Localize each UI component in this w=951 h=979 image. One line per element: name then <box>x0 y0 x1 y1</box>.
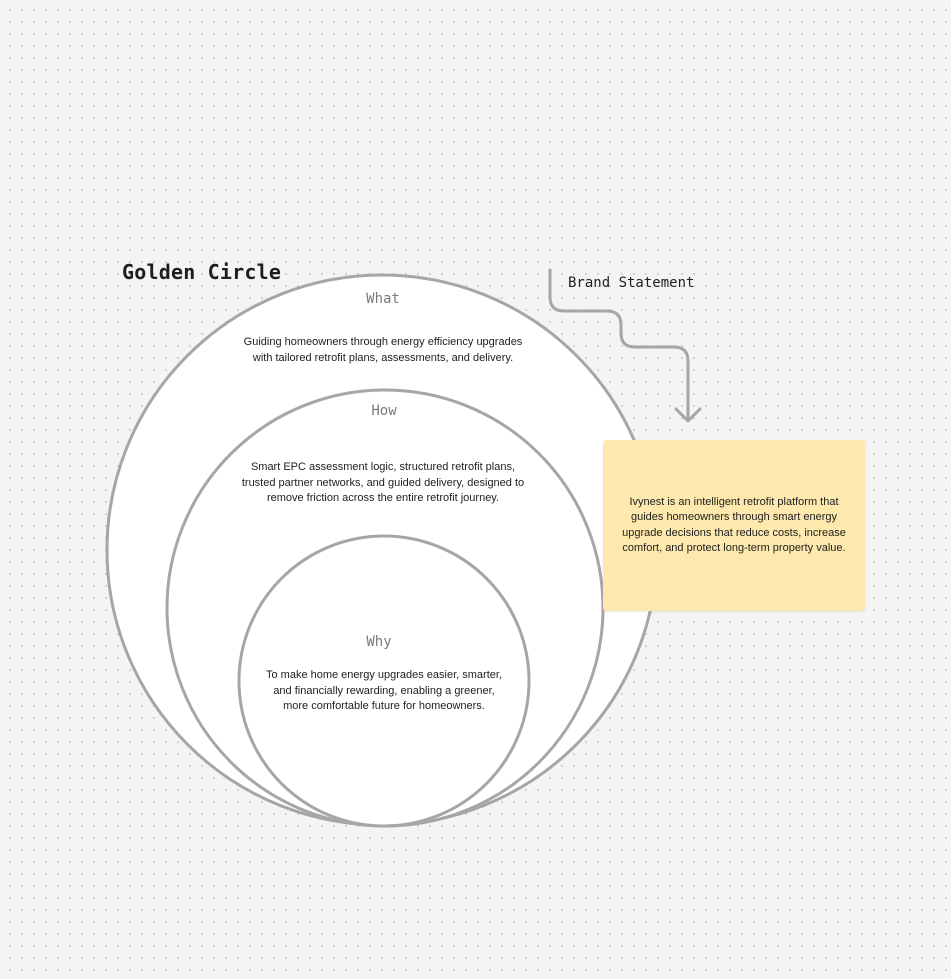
how-label[interactable]: How <box>371 403 397 419</box>
brand-statement-sticky-note[interactable] <box>603 440 865 611</box>
why-description[interactable]: To make home energy upgrades easier, smarter, and financially rewarding, enabling a greener, more comfortable future for homeowners. <box>265 669 502 712</box>
what-description[interactable]: Guiding homeowners through energy efficiency upgrades with tailored retrofit plans, assessments, and delivery. <box>243 336 523 364</box>
brand-statement-text: Ivynest is an intelligent retrofit platform that guides homeowners through smart energy upgrade decisions that reduce costs, increase comfort, and protect long-term property value. <box>622 495 846 554</box>
what-label[interactable]: What <box>366 291 400 307</box>
how-description[interactable]: Smart EPC assessment logic, structured retrofit plans, trusted partner networks, and guided delivery, designed to remove friction across the entire retrofit journey. <box>241 461 525 504</box>
why-label[interactable]: Why <box>366 634 392 650</box>
diagram-title[interactable]: Golden Circle <box>122 260 282 284</box>
brand-statement-label[interactable]: Brand Statement <box>568 275 695 291</box>
